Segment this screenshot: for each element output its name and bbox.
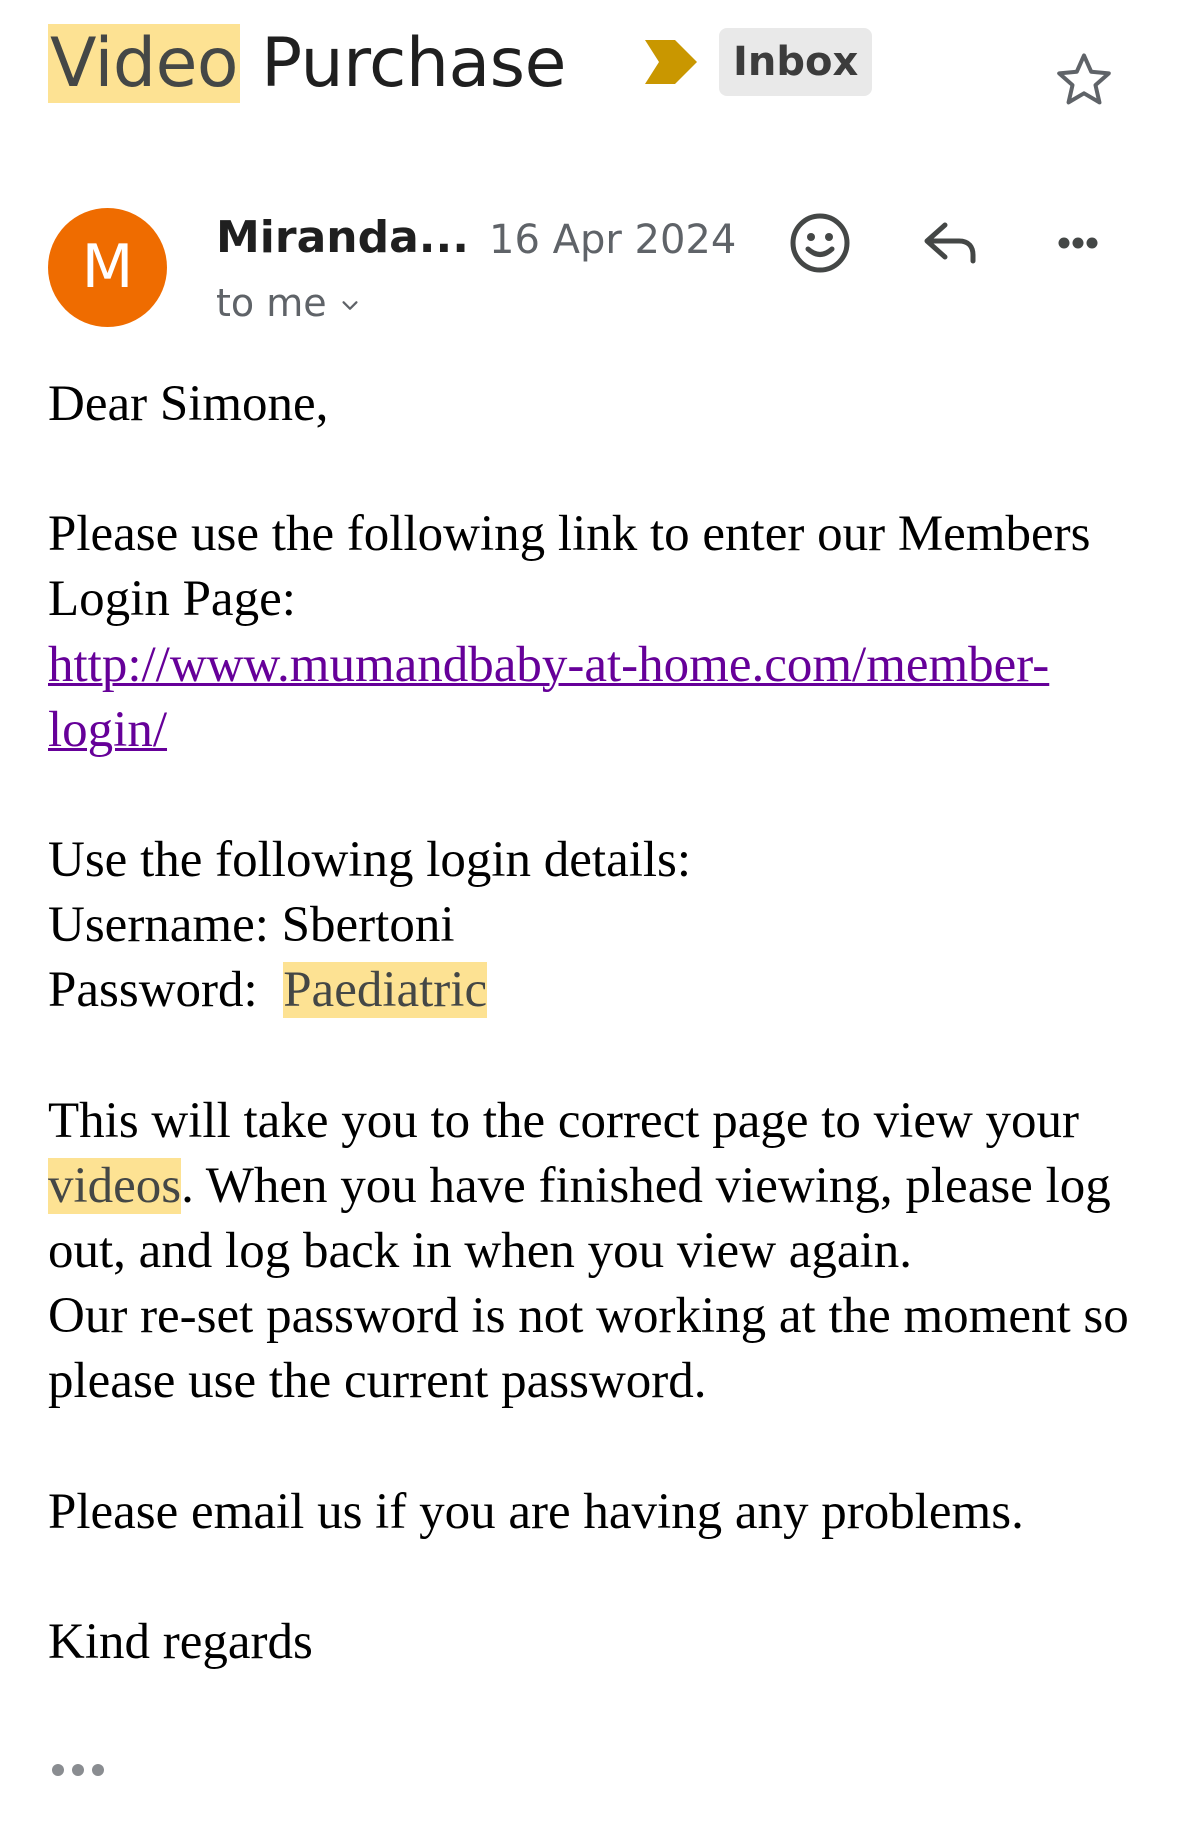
email-subject bbox=[48, 18, 566, 110]
more-options-icon[interactable] bbox=[1042, 207, 1114, 279]
reset-note: Our re-set password is not working at the moment so please use the current password. bbox=[48, 1288, 1129, 1410]
password-value: Paediatric bbox=[283, 962, 488, 1019]
intro-sentence: Please use the following link to enter our Members Login Page: bbox=[48, 506, 1091, 628]
importance-marker-icon[interactable] bbox=[645, 40, 697, 84]
subject-highlighted-term: Video bbox=[50, 24, 239, 103]
instructions-end: . When you have finished viewing, please log out, and log back in when you view again. bbox=[48, 1157, 1111, 1280]
help-text: Please email us if you are having any problems. bbox=[48, 1483, 1024, 1540]
greeting: Dear Simone, bbox=[48, 376, 329, 432]
intro-text bbox=[48, 502, 1148, 763]
star-icon[interactable] bbox=[1052, 48, 1116, 112]
username-value: Sbertoni bbox=[281, 897, 455, 954]
reply-icon[interactable] bbox=[915, 207, 987, 279]
emoji-reaction-icon[interactable] bbox=[784, 207, 856, 279]
chevron-down-icon bbox=[339, 295, 361, 317]
member-login-link[interactable]: http://www.mumandbaby-at-home.com/member-login/ bbox=[48, 636, 1050, 758]
inbox-label-chip[interactable]: Inbox bbox=[719, 28, 872, 96]
subject-text: Purchase bbox=[261, 24, 566, 103]
highlighted-term: videos bbox=[48, 1157, 182, 1214]
show-trimmed-content-icon[interactable] bbox=[48, 1756, 108, 1784]
password-label: Password: bbox=[48, 962, 258, 1019]
instructions bbox=[48, 1089, 1148, 1285]
avatar[interactable]: M bbox=[48, 208, 167, 327]
login-details bbox=[48, 828, 1148, 1024]
instructions-start: This will take you to the correct page to view your bbox=[48, 1092, 1080, 1149]
subject-row bbox=[48, 18, 1139, 110]
username-label: Username: bbox=[48, 897, 269, 954]
email-date: 16 Apr 2024 bbox=[489, 217, 737, 263]
sender-name[interactable]: Miranda... bbox=[216, 212, 469, 263]
signoff: Kind regards bbox=[48, 1613, 313, 1670]
email-body bbox=[48, 372, 1148, 1675]
recipient-toggle[interactable] bbox=[216, 276, 361, 330]
recipient-text: to me bbox=[216, 281, 327, 325]
details-heading: Use the following login details: bbox=[48, 832, 692, 889]
